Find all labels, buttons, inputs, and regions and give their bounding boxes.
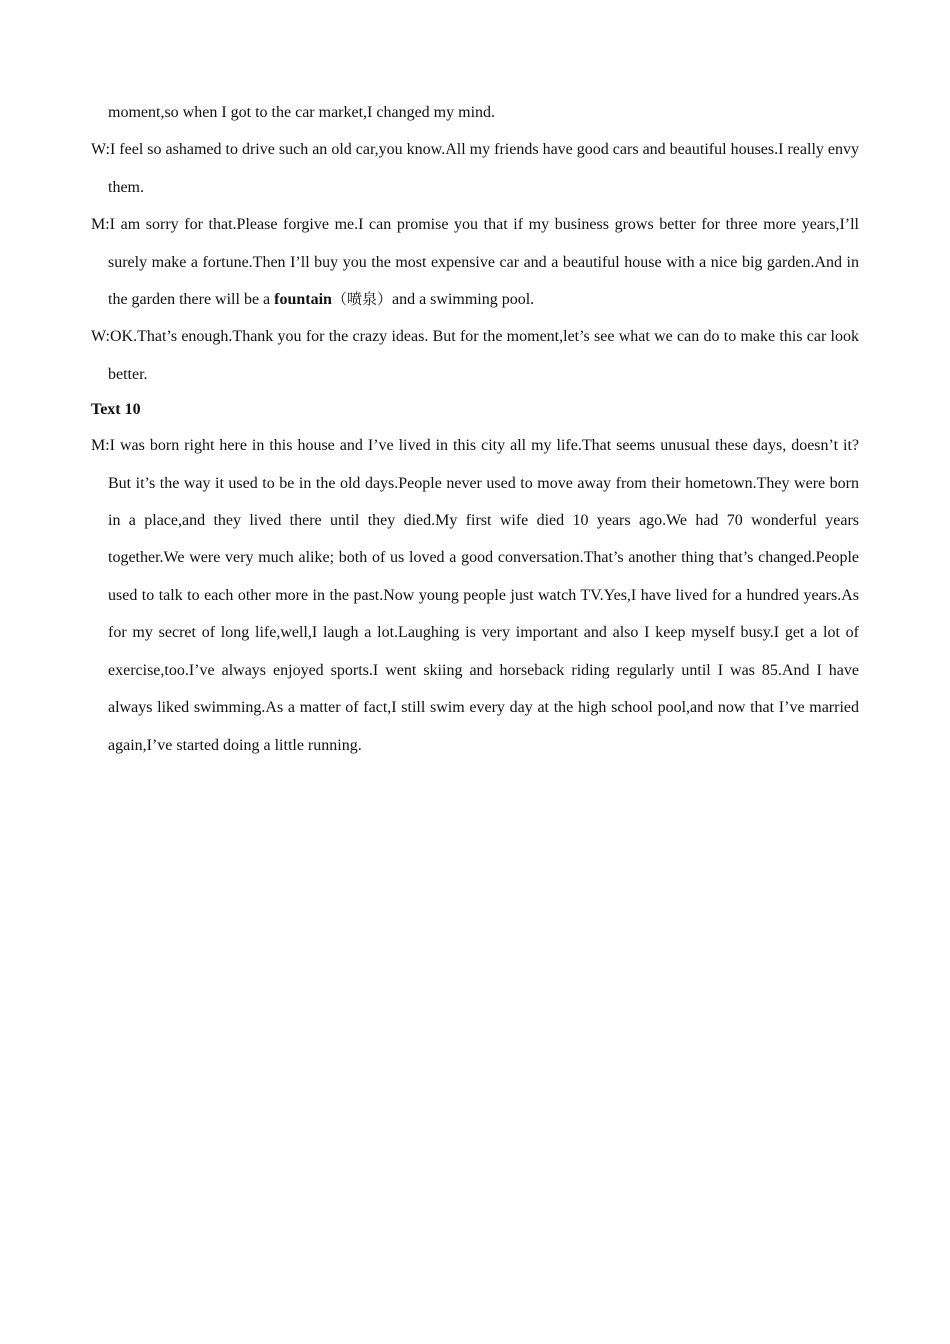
speaker-label: M: (91, 437, 110, 455)
speaker-label: W: (91, 141, 110, 159)
document-page (91, 94, 859, 764)
speaker-label: W: (91, 328, 110, 346)
dialogue-line-w1 (91, 131, 859, 206)
dialogue-line-m1 (91, 206, 859, 318)
vocabulary-word: fountain (274, 291, 332, 309)
monologue-paragraph (91, 427, 859, 764)
section-heading: Text 10 (91, 401, 141, 419)
dialogue-text: I am sorry for that.Please forgive me.I can promise you that if my business grows better for three more years,I’ll surely make a fortune.Then I’ll buy you the most expensive car and a beautiful house with a nice big garden.And in the garden there will be a (108, 216, 859, 309)
monologue-text: I was born right here in this house and I’ve lived in this city all my life.That seems unusual these days, doesn’t it? But it’s the way it used to be in the old days.People never used to move away from their hometown.They were born in a place,and they lived there until they died.My first wife died 10 years ago.We had 70 wonderful years together.We were very much alike; both of us loved a good conversation.That’s another thing that’s changed.People used to talk to each other more in the past.Now young people just watch TV.Yes,I have lived for a hundred years.As for my secret of long life,well,I laugh a lot.Laughing is very important and also I keep myself busy.I get a lot of exercise,too.I’ve always enjoyed sports.I went skiing and horseback riding regularly until I was 85.And I have always liked swimming.As a matter of fact,I still swim every day at the high school pool,and now that I’ve married again,I’ve started doing a little running. (108, 437, 859, 754)
continuation-paragraph (91, 94, 859, 131)
dialogue-text: OK.That’s enough.Thank you for the crazy ideas. But for the moment,let’s see what we can do to make this car look better. (108, 328, 859, 383)
speaker-label: M: (91, 216, 110, 234)
dialogue-text-after: and a swimming pool. (391, 291, 535, 309)
continuation-text: moment,so when I got to the car market,I changed my mind. (108, 104, 496, 121)
dialogue-line-w2 (91, 318, 859, 393)
dialogue-text: I feel so ashamed to drive such an old car,you know.All my friends have good cars and beautiful houses.I really envy them. (108, 141, 859, 196)
vocabulary-gloss: （喷泉） (331, 290, 392, 309)
